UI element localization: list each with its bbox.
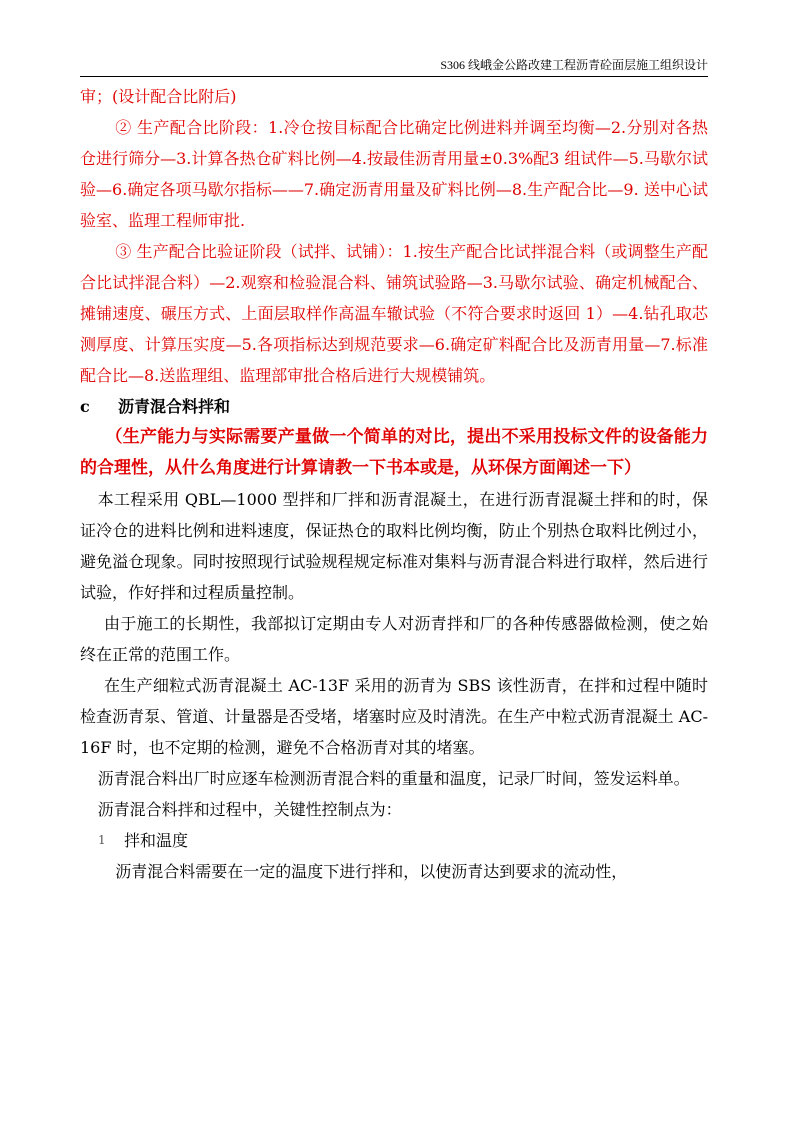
- paragraph-asphalt-type: 在生产细粒式沥青混凝土 AC-13F 采用的沥青为 SBS 该性沥青，在拌和过程中随时检查沥青泵、管道、计量器是否受堵，堵塞时应及时清洗。在生产中粒式沥青混凝土 AC-16F 时，也不定期的检测，避免不合格沥青对其的堵塞。: [80, 676, 708, 757]
- list-item-text: 拌和温度: [124, 831, 189, 850]
- paragraph-design-approval: 审；(设计配合比附后): [80, 87, 237, 106]
- page-header: S306 线峨金公路改建工程沥青砼面层施工组织设计: [440, 58, 708, 72]
- paragraph-mixing-plant: 本工程采用 QBL—1000 型拌和厂拌和沥青混凝土，在进行沥青混凝土拌和的时，保证冷仓的进料比例和进料速度，保证热仓的取料比例均衡，防止个别热仓取料比例过小，避免溢仓现象。同时按照现行试验规程规定标准对集料与沥青混合料进行取样，然后进行试验，作好拌和过程质量控制。: [80, 490, 708, 602]
- list-item: [80, 825, 708, 856]
- document-body: [80, 81, 708, 887]
- paragraph-production-mix-verification: ③ 生产配合比验证阶段（试拌、试铺）：1.按生产配合比试拌混合料（或调整生产配合比试拌混合料）—2.观察和检验混合料、铺筑试验路—3.马歇尔试验、确定机械配合、摊铺速度、碾压方式、上面层取样作高温车辙试验（不符合要求时返回 1）—4.钻孔取芯测厚度、计算压实度—5.各项指标达到规范要求—6.确定矿料配合比及沥青用量—7.标准配合比—8.送监理组、监理部审批合格后进行大规模铺筑。: [80, 242, 708, 385]
- list-item-number: 1: [98, 833, 106, 847]
- paragraph-weighing: 沥青混合料出厂时应逐车检测沥青混合料的重量和温度，记录厂时间，签发运料单。: [97, 769, 690, 788]
- paragraph-production-mix-stage: ② 生产配合比阶段：1.冷仓按目标配合比确定比例进料并调至均衡—2.分别对各热仓进行筛分—3.计算各热仓矿料比例—4.按最佳沥青用量±0.3%配3 组试件—5.马歇尔试验—6.确定各项马歇尔指标——7.确定沥青用量及矿料比例—8.生产配合比—9. 送中心试验室、监理工程师审批.: [80, 118, 708, 230]
- section-heading-text: 沥青混合料拌和: [118, 397, 231, 416]
- header-rule: [80, 76, 708, 77]
- paragraph-control-points: 沥青混合料拌和过程中，关键性控制点为：: [97, 800, 402, 819]
- editor-note: （生产能力与实际需要产量做一个简单的对比，提出不采用投标文件的设备能力的合理性，从什么角度进行计算请教一下书本或是，从环保方面阐述一下）: [80, 427, 708, 478]
- paragraph-sensor-inspection: 由于施工的长期性，我部拟订定期由专人对沥青拌和厂的各种传感器做检测，使之始终在正常的范围工作。: [80, 614, 708, 664]
- paragraph-mixing-temperature: 沥青混合料需要在一定的温度下进行拌和，以使沥青达到要求的流动性，: [115, 862, 628, 881]
- section-heading-letter: c: [80, 397, 90, 416]
- section-heading: [80, 391, 708, 422]
